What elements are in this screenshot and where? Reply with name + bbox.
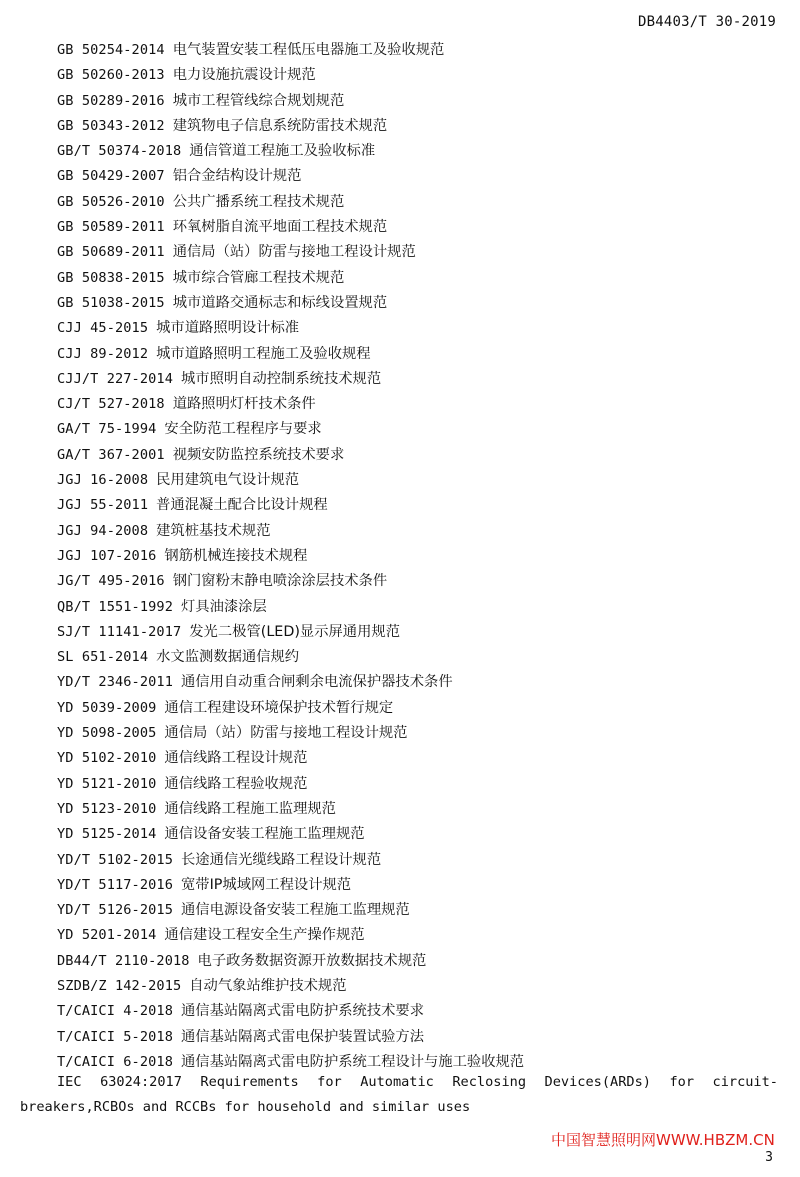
standard-title: 城市照明自动控制系统技术规范 (180, 370, 382, 387)
standard-title: 通信局（站）防雷与接地工程设计规范 (164, 725, 408, 742)
standard-code: GB/T 50374-2018 (57, 143, 182, 160)
standard-code: YD 5102-2010 (57, 750, 157, 767)
standard-item (57, 417, 780, 442)
standard-item (57, 266, 780, 291)
watermark-text: 中国智慧照明网WWW.HBZM.CN (551, 1131, 775, 1149)
standard-title: 通信设备安装工程施工监理规范 (164, 826, 365, 843)
standard-code: SZDB/Z 142-2015 (57, 977, 182, 994)
standard-item (57, 848, 780, 873)
standard-item (57, 89, 780, 114)
standard-item (57, 291, 780, 316)
standard-code: GB 50526-2010 (57, 193, 165, 210)
standard-item (57, 316, 780, 341)
standard-code: YD 5201-2014 (57, 927, 157, 944)
standard-code: GB 50429-2007 (57, 168, 165, 185)
standard-code: JG/T 495-2016 (57, 573, 165, 590)
standard-code: JGJ 16-2008 (57, 472, 149, 489)
standard-code: T/CAICI 4-2018 (57, 1003, 173, 1020)
standard-code: YD 5121-2010 (57, 775, 157, 792)
standard-code: GB 50254-2014 (57, 42, 165, 58)
page-number: 3 (765, 1150, 773, 1165)
standard-title: 建筑桩基技术规范 (156, 522, 271, 539)
standard-title: 长途通信光缆线路工程设计规范 (180, 851, 382, 868)
standard-title: 公共广播系统工程技术规范 (172, 193, 345, 210)
standard-item (57, 164, 780, 189)
standard-item (57, 443, 780, 468)
standard-code: YD 5098-2005 (57, 725, 157, 742)
standard-title: 通信建设工程安全生产操作规范 (164, 927, 365, 944)
standard-item (57, 468, 780, 493)
standard-item (57, 215, 780, 240)
standard-title: 通信用自动重合闸剩余电流保护器技术条件 (180, 674, 453, 691)
standard-title: 电子政务数据资源开放数据技术规范 (197, 952, 427, 969)
standard-code: YD/T 5117-2016 (57, 876, 173, 893)
standard-title: 通信线路工程验收规范 (164, 775, 308, 792)
standard-item (57, 595, 780, 620)
standards-list (57, 38, 780, 1075)
standard-title: 安全防范工程程序与要求 (164, 421, 322, 438)
standard-item (57, 240, 780, 265)
standard-item (57, 974, 780, 999)
standard-title: 宽带IP城域网工程设计规范 (180, 876, 352, 893)
standard-code: YD/T 5102-2015 (57, 851, 173, 868)
standard-item (57, 797, 780, 822)
standard-item (57, 190, 780, 215)
standard-title: 钢门窗粉末静电喷涂涂层技术条件 (172, 573, 388, 590)
standard-title: 民用建筑电气设计规范 (156, 472, 300, 489)
standard-code: YD 5123-2010 (57, 800, 157, 817)
standard-item (57, 63, 780, 88)
standard-title: 城市道路照明设计标准 (156, 320, 300, 337)
standard-item (57, 696, 780, 721)
standard-code: CJ/T 527-2018 (57, 396, 165, 413)
standard-title: 灯具油漆涂层 (180, 598, 267, 615)
standard-item (57, 746, 780, 771)
standard-item (57, 38, 780, 63)
standard-item (57, 822, 780, 847)
standard-title: 通信线路工程设计规范 (164, 750, 308, 767)
standard-code: GB 50343-2012 (57, 117, 165, 134)
standard-title: 钢筋机械连接技术规程 (164, 547, 308, 564)
standard-title: 通信管道工程施工及验收标准 (189, 143, 376, 160)
standard-title: 通信电源设备安装工程施工监理规范 (180, 902, 410, 919)
standard-code: GB 51038-2015 (57, 294, 165, 311)
standard-title: 通信基站隔离式雷电保护装置试验方法 (180, 1028, 425, 1045)
standard-item (57, 114, 780, 139)
standard-item (57, 569, 780, 594)
standard-code: YD 5039-2009 (57, 699, 157, 716)
standard-title: 普通混凝土配合比设计规程 (156, 497, 328, 514)
standard-code: CJJ/T 227-2014 (57, 370, 173, 387)
standard-title: 道路照明灯杆技术条件 (172, 396, 316, 413)
standard-item (57, 392, 780, 417)
standard-title: 通信基站隔离式雷电防护系统工程设计与施工验收规范 (180, 1053, 525, 1070)
standard-title: 城市道路交通标志和标线设置规范 (172, 294, 388, 311)
standard-item (57, 367, 780, 392)
standard-item (57, 670, 780, 695)
standard-title: 通信工程建设环境保护技术暂行规定 (164, 699, 394, 716)
standard-title: 视频安防监控系统技术要求 (172, 446, 345, 463)
standard-code: GB 50589-2011 (57, 219, 165, 236)
standard-code: GA/T 75-1994 (57, 421, 157, 438)
standard-item (57, 620, 780, 645)
standard-title: 城市综合管廊工程技术规范 (172, 269, 345, 286)
standard-item (57, 923, 780, 948)
standard-item (57, 772, 780, 797)
standard-title: 自动气象站维护技术规范 (189, 977, 347, 994)
standard-title: 发光二极管(LED)显示屏通用规范 (189, 623, 400, 640)
standard-title: 建筑物电子信息系统防雷技术规范 (172, 117, 388, 134)
standard-code: GB 50689-2011 (57, 244, 165, 261)
standard-item (57, 139, 780, 164)
standard-item (57, 873, 780, 898)
standard-item (57, 645, 780, 670)
standard-item (57, 949, 780, 974)
standard-item (57, 544, 780, 569)
standard-item (57, 493, 780, 518)
standard-code: YD 5125-2014 (57, 826, 157, 843)
standard-code: SJ/T 11141-2017 (57, 623, 182, 640)
standard-item (57, 999, 780, 1024)
standard-code: QB/T 1551-1992 (57, 598, 173, 615)
standard-item (57, 342, 780, 367)
standard-code: DB44/T 2110-2018 (57, 952, 190, 969)
standard-title: 城市工程管线综合规划规范 (172, 92, 345, 109)
standard-code: YD/T 2346-2011 (57, 674, 173, 691)
standard-title: 通信基站隔离式雷电防护系统技术要求 (180, 1003, 425, 1020)
standard-title: 电气装置安装工程低压电器施工及验收规范 (172, 42, 445, 58)
standard-code: GA/T 367-2001 (57, 446, 165, 463)
standard-code: GB 50838-2015 (57, 269, 165, 286)
standard-title: 水文监测数据通信规约 (156, 649, 300, 666)
standard-item (57, 721, 780, 746)
standard-code: JGJ 107-2016 (57, 547, 157, 564)
standard-title: 通信线路工程施工监理规范 (164, 800, 336, 817)
standard-item (57, 1025, 780, 1050)
standard-code: GB 50289-2016 (57, 92, 165, 109)
standard-code: T/CAICI 6-2018 (57, 1053, 173, 1070)
standard-title: 通信局（站）防雷与接地工程设计规范 (172, 244, 416, 261)
standard-item (57, 898, 780, 923)
standard-title: 电力设施抗震设计规范 (172, 67, 316, 84)
standard-title: 铝合金结构设计规范 (172, 168, 302, 185)
standard-code: GB 50260-2013 (57, 67, 165, 84)
standard-code: CJJ 45-2015 (57, 320, 149, 337)
standard-title: 城市道路照明工程施工及验收规程 (156, 345, 371, 362)
standard-title: 环氧树脂自流平地面工程技术规范 (172, 219, 388, 236)
document-code: DB4403/T 30-2019 (637, 14, 776, 30)
standard-item (57, 519, 780, 544)
standard-code: CJJ 89-2012 (57, 345, 149, 362)
iec-standard-entry: IEC 63024:2017 Requirements for Automatic Reclosing Devices(ARDs) for circuit-breakers,RCBOs and RCCBs for household and similar uses (20, 1074, 778, 1115)
standard-code: JGJ 94-2008 (57, 522, 149, 539)
standard-code: SL 651-2014 (57, 649, 149, 666)
standard-code: JGJ 55-2011 (57, 497, 149, 514)
standard-code: YD/T 5126-2015 (57, 902, 173, 919)
standard-code: T/CAICI 5-2018 (57, 1028, 173, 1045)
